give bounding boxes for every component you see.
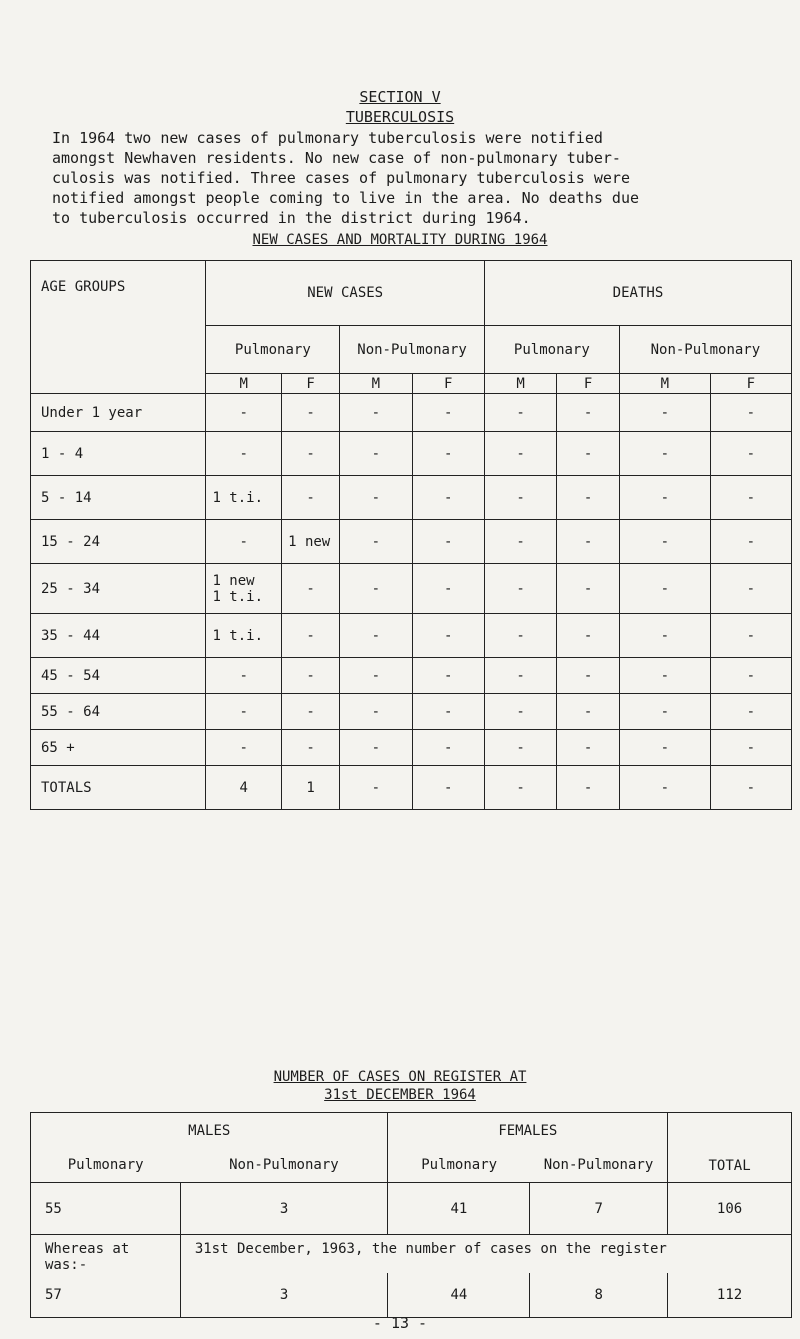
value-cell: - <box>484 520 556 564</box>
value-cell: - <box>484 658 556 694</box>
value-cell: - <box>412 658 484 694</box>
value-cell: - <box>557 394 620 432</box>
value-cell: - <box>484 432 556 476</box>
intro-paragraph <box>52 128 772 228</box>
value-cell: - <box>484 394 556 432</box>
sex-header-f: F <box>710 374 791 394</box>
value-cell: - <box>557 476 620 520</box>
whereas-line1: Whereas at <box>45 1241 130 1257</box>
value-cell: - <box>619 694 710 730</box>
value-cell: - <box>282 564 340 614</box>
previous-males-non-pulmonary: 3 <box>180 1273 388 1317</box>
value-cell: - <box>206 694 282 730</box>
value-cell: - <box>619 730 710 766</box>
value-cell: - <box>412 432 484 476</box>
value-cell: - <box>206 730 282 766</box>
males-non-pulmonary-header: Non-Pulmonary <box>180 1149 388 1183</box>
value-cell: - <box>619 766 710 810</box>
table1-title: NEW CASES AND MORTALITY DURING 1964 <box>252 232 548 248</box>
age-group-cell: 25 - 34 <box>31 564 206 614</box>
value-cell: 1 t.i. <box>206 476 282 520</box>
value-cell: - <box>412 476 484 520</box>
value-cell: - <box>557 730 620 766</box>
value-cell: - <box>412 564 484 614</box>
sex-header-m: M <box>619 374 710 394</box>
value-cell: - <box>412 694 484 730</box>
value-cell: 1 t.i. <box>206 614 282 658</box>
value-cell: - <box>484 766 556 810</box>
value-cell: 4 <box>206 766 282 810</box>
females-non-pulmonary-header: Non-Pulmonary <box>530 1149 668 1183</box>
value-cell: - <box>710 766 791 810</box>
value-cell: - <box>710 658 791 694</box>
deaths-pulmonary-header: Pulmonary <box>484 326 619 374</box>
value-cell: - <box>710 694 791 730</box>
value-cell: - <box>340 394 412 432</box>
current-females-non-pulmonary: 7 <box>530 1183 668 1235</box>
section-title: SECTION V <box>359 88 441 106</box>
value-cell: - <box>340 614 412 658</box>
previous-females-non-pulmonary: 8 <box>530 1273 668 1317</box>
value-cell: - <box>206 394 282 432</box>
current-males-non-pulmonary: 3 <box>180 1183 388 1235</box>
sex-header-m: M <box>206 374 282 394</box>
value-cell: - <box>340 658 412 694</box>
current-total: 106 <box>668 1183 792 1235</box>
value-cell: - <box>206 658 282 694</box>
register-table <box>30 1112 792 1318</box>
whereas-line2: was:- <box>45 1257 88 1273</box>
females-pulmonary-header: Pulmonary <box>388 1149 530 1183</box>
value-cell: - <box>710 476 791 520</box>
whereas-sentence: 31st December, 1963, the number of cases on the register <box>180 1235 791 1274</box>
value-cell: - <box>710 432 791 476</box>
current-males-pulmonary: 55 <box>31 1183 181 1235</box>
table-row <box>31 432 792 476</box>
value-cell: - <box>282 614 340 658</box>
table-row <box>31 564 792 614</box>
new-cases-mortality-table <box>30 260 792 810</box>
table-row <box>31 476 792 520</box>
value-cell: - <box>619 658 710 694</box>
age-group-cell: 5 - 14 <box>31 476 206 520</box>
value-cell: 1 <box>282 766 340 810</box>
table2-title-line2: 31st DECEMBER 1964 <box>324 1087 476 1103</box>
value-cell: - <box>619 394 710 432</box>
value-cell: - <box>619 564 710 614</box>
value-cell: - <box>710 520 791 564</box>
table2-title-line1: NUMBER OF CASES ON REGISTER AT <box>273 1069 527 1085</box>
paragraph-line: In 1964 two new cases of pulmonary tuberculosis were notified <box>52 129 603 147</box>
section-subtitle: TUBERCULOSIS <box>345 108 455 126</box>
age-group-cell: 65 + <box>31 730 206 766</box>
age-group-cell: 35 - 44 <box>31 614 206 658</box>
value-cell: - <box>340 476 412 520</box>
value-cell: - <box>340 432 412 476</box>
new-pulmonary-header: Pulmonary <box>206 326 340 374</box>
value-cell: - <box>710 394 791 432</box>
table-row <box>31 658 792 694</box>
age-group-cell: 55 - 64 <box>31 694 206 730</box>
value-cell: - <box>282 694 340 730</box>
table-row <box>31 520 792 564</box>
age-group-cell: TOTALS <box>31 766 206 810</box>
table-row <box>31 766 792 810</box>
value-cell: - <box>557 520 620 564</box>
value-cell: - <box>340 694 412 730</box>
value-cell: - <box>557 658 620 694</box>
value-cell: - <box>412 614 484 658</box>
deaths-header: DEATHS <box>484 261 791 326</box>
value-cell: - <box>340 564 412 614</box>
value-cell: - <box>484 614 556 658</box>
value-cell: - <box>557 564 620 614</box>
paragraph-line: notified amongst people coming to live in the area. No deaths due <box>52 189 639 207</box>
females-header: FEMALES <box>388 1113 668 1149</box>
sex-header-f: F <box>282 374 340 394</box>
sex-header-f: F <box>412 374 484 394</box>
value-cell: - <box>484 564 556 614</box>
value-cell: - <box>340 520 412 564</box>
value-cell: - <box>557 614 620 658</box>
previous-males-pulmonary: 57 <box>31 1273 181 1317</box>
value-cell: - <box>282 432 340 476</box>
value-cell: - <box>619 476 710 520</box>
value-cell: - <box>206 432 282 476</box>
value-cell: - <box>282 476 340 520</box>
value-cell: - <box>710 564 791 614</box>
value-cell: - <box>557 766 620 810</box>
page-number: - 13 - <box>372 1314 428 1332</box>
value-cell: - <box>557 694 620 730</box>
table-row <box>31 394 792 432</box>
value-cell: - <box>282 730 340 766</box>
new-non-pulmonary-header: Non-Pulmonary <box>340 326 485 374</box>
value-cell: - <box>412 730 484 766</box>
males-pulmonary-header: Pulmonary <box>31 1149 181 1183</box>
paragraph-line: to tuberculosis occurred in the district during 1964. <box>52 209 531 227</box>
value-cell: 1 new 1 t.i. <box>206 564 282 614</box>
previous-females-pulmonary: 44 <box>388 1273 530 1317</box>
age-group-cell: 15 - 24 <box>31 520 206 564</box>
value-cell: - <box>710 614 791 658</box>
sex-header-m: M <box>340 374 412 394</box>
paragraph-line: culosis was notified. Three cases of pulmonary tuberculosis were <box>52 169 630 187</box>
table-row <box>31 730 792 766</box>
table-row <box>31 614 792 658</box>
value-cell: - <box>710 730 791 766</box>
value-cell: 1 new <box>282 520 340 564</box>
value-cell: - <box>412 766 484 810</box>
age-group-cell: Under 1 year <box>31 394 206 432</box>
value-cell: - <box>484 476 556 520</box>
age-group-cell: 1 - 4 <box>31 432 206 476</box>
value-cell: - <box>412 520 484 564</box>
deaths-non-pulmonary-header: Non-Pulmonary <box>619 326 791 374</box>
age-groups-header: AGE GROUPS <box>31 261 206 394</box>
paragraph-line: amongst Newhaven residents. No new case of non-pulmonary tuber- <box>52 149 621 167</box>
total-header: TOTAL <box>668 1113 792 1183</box>
value-cell: - <box>557 432 620 476</box>
whereas-label <box>31 1235 181 1274</box>
males-header: MALES <box>31 1113 388 1149</box>
value-cell: - <box>340 730 412 766</box>
previous-total: 112 <box>668 1273 792 1317</box>
value-cell: - <box>282 658 340 694</box>
value-cell: - <box>484 730 556 766</box>
current-females-pulmonary: 41 <box>388 1183 530 1235</box>
new-cases-header: NEW CASES <box>206 261 484 326</box>
sex-header-m: M <box>484 374 556 394</box>
value-cell: - <box>619 520 710 564</box>
sex-header-f: F <box>557 374 620 394</box>
value-cell: - <box>619 432 710 476</box>
value-cell: - <box>340 766 412 810</box>
table-row <box>31 694 792 730</box>
value-cell: - <box>412 394 484 432</box>
value-cell: - <box>282 394 340 432</box>
value-cell: - <box>619 614 710 658</box>
age-group-cell: 45 - 54 <box>31 658 206 694</box>
value-cell: - <box>484 694 556 730</box>
value-cell: - <box>206 520 282 564</box>
